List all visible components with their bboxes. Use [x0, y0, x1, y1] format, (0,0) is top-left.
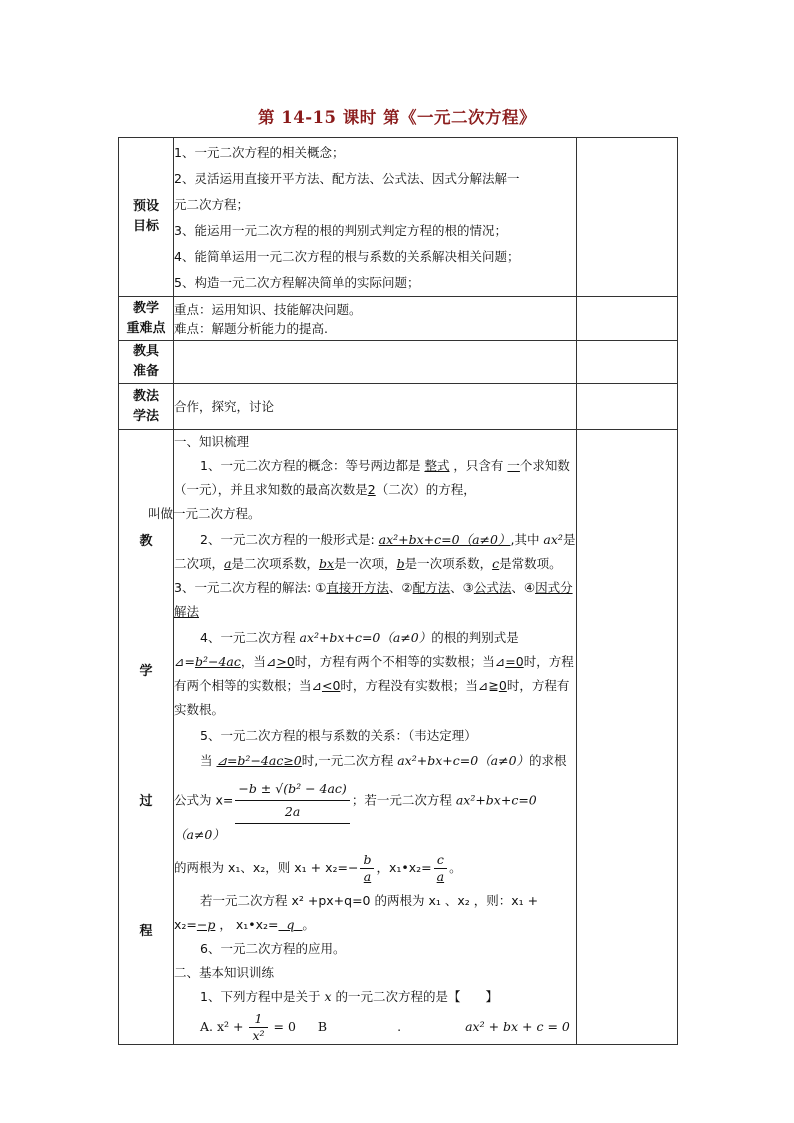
goals-label [119, 138, 174, 297]
fraction-numerator: b [360, 852, 374, 869]
section-heading: 一、知识梳理 [174, 434, 250, 449]
goal-item: 5、构造一元二次方程解决简单的实际问题； [174, 275, 420, 290]
text-run: 当 [200, 753, 217, 768]
text-run: （二次）的方程， [375, 482, 476, 497]
section-heading: 二、基本知识训练 [174, 965, 275, 980]
methods-content [174, 384, 577, 430]
process-label-char: 学 [139, 664, 153, 679]
methods-text: 合作，探究，讨论 [174, 399, 275, 414]
process-row [119, 430, 678, 1045]
text-run: 时， [523, 654, 549, 669]
product-fraction [434, 852, 447, 885]
text-run: 的求根 [529, 753, 567, 768]
text-run: 、③ [450, 580, 474, 595]
tools-label-line1: 教具 [132, 344, 159, 359]
lesson-plan-table [118, 137, 678, 1045]
text-run: 、④ [511, 580, 536, 595]
vieta-formula-line [174, 852, 576, 885]
text-run: 叫做一元二次方程。 [148, 506, 261, 521]
goals-label-line2: 目标 [132, 219, 159, 234]
blank-answer: 一 [507, 458, 520, 473]
blank-answer: =0 [505, 654, 524, 669]
key-points-label-line2: 重难点 [126, 320, 166, 336]
fraction-denominator: a [436, 869, 445, 884]
page-title: 第 14-15 课时 第《一元二次方程》 [257, 108, 536, 127]
goals-label-line1: 预设 [132, 199, 159, 214]
text-run: 4、一元二次方程 [200, 630, 300, 645]
goal-item: 元二次方程； [174, 197, 250, 212]
fraction-numerator: c [434, 852, 447, 869]
text-run: 时，方程有两个不相等的实数根；当⊿ [294, 654, 506, 669]
process-notes [577, 430, 678, 1045]
text-run: 公式为 x= [174, 792, 234, 808]
text-run: 个求知数（一元），并且求知数的最高次数是 [174, 458, 570, 497]
option-a-text: = 0 [269, 1019, 296, 1034]
text-run: 的两根为 x₁、x₂，则 x₁ + x₂=− [174, 860, 359, 875]
goal-item: 1、一元二次方程的相关概念； [174, 145, 345, 160]
blank-answer: >0 [276, 654, 295, 669]
goals-content [174, 138, 577, 297]
blank-answer: 2 [367, 482, 376, 497]
methods-label-line2: 学法 [132, 408, 159, 424]
option-b-label: B [317, 1019, 328, 1034]
key-points-label [119, 297, 174, 341]
process-label [119, 430, 174, 1045]
blank-answer: 整式 [424, 458, 450, 473]
option-b-text: ax² + bx + c = 0 [465, 1019, 570, 1034]
text-run: 、② [388, 580, 413, 595]
question-1 [174, 985, 576, 1009]
methods-notes [577, 384, 678, 430]
key-points-content [174, 297, 577, 341]
process-label-char: 过 [139, 794, 153, 809]
general-form-paragraph [174, 528, 576, 624]
blank-answer: 公式法 [473, 580, 512, 595]
fraction-denominator: x² [252, 1028, 265, 1043]
blank-answer: −p [196, 917, 216, 932]
fraction-denominator: 2a [235, 801, 349, 824]
text-run: 时，方程没有实数根；当⊿≧ [340, 678, 499, 693]
methods-label [119, 384, 174, 430]
key-point: 重点：运用知识、技能解决问题。 [174, 302, 362, 317]
option-b-dot: . [397, 1019, 402, 1034]
blank-answer: 0 [498, 678, 507, 693]
root-formula-line [174, 778, 576, 846]
key-points-notes [577, 297, 678, 341]
methods-label-line1: 教法 [132, 388, 159, 404]
text-run: 时，方程有实数根。 [174, 678, 570, 717]
process-label-char: 教 [139, 534, 153, 549]
text-run: 是二次项系数， [231, 556, 319, 571]
tools-row [119, 341, 678, 384]
tools-label [119, 341, 174, 384]
fraction-numerator: 1 [249, 1011, 267, 1028]
text-run: 是常数项。3、一元二次方程的解法: ① [174, 556, 562, 595]
text-run: 的一元二次方程的是【 】 [331, 989, 498, 1004]
text-run: 1、下列方程中是关于 [200, 989, 325, 1004]
text-run: 方程有两个相等的实数根；当⊿ [174, 654, 574, 693]
blank-answer: 配方法 [412, 580, 451, 595]
goals-notes [577, 138, 678, 297]
formula: ax² [543, 532, 563, 547]
goals-row [119, 138, 678, 297]
option-a-fraction [249, 1011, 267, 1044]
formula: ax²+bx+c=0（a≠0） [299, 630, 432, 645]
quadratic-formula [235, 778, 349, 824]
application-item: 6、一元二次方程的应用。 [200, 941, 346, 956]
blank-answer: b [396, 556, 405, 571]
tools-notes [577, 341, 678, 384]
option-a-text: A. x² + [200, 1019, 248, 1034]
formula: ax²+bx+c=0（a≠0） [378, 532, 511, 547]
text-run: 时,一元二次方程 [301, 753, 398, 768]
process-content [148, 430, 577, 1045]
text-run: 若一元二次方程 x² +px+q=0 的两根为 x₁ 、x₂ ，则：x₁ + x₂= [174, 893, 539, 932]
fraction-numerator: −b ± √(b² − 4ac) [235, 778, 349, 801]
text-run: 是一次项系数， [404, 556, 493, 571]
text-run: 的根的判别式是⊿= [174, 630, 519, 669]
key-points-label-line1: 教学 [132, 300, 159, 316]
text-run: ，当⊿ [240, 654, 277, 669]
process-label-char: 程 [139, 924, 153, 939]
text-run: ,其中 [510, 532, 544, 547]
text-run: 是一次项， [334, 556, 397, 571]
blank-answer: <0 [321, 678, 341, 693]
formula: ax²+bx+c=0（a≠0） [174, 792, 537, 842]
goal-item: 2、灵活运用直接开平方法、配方法、公式法、因式分解法解一 [174, 171, 520, 186]
goal-item: 3、能运用一元二次方程的根的判别式判定方程的根的情况； [174, 223, 507, 238]
text-run: 。 [449, 860, 462, 875]
text-run: 2、一元二次方程的一般形式是: [200, 532, 379, 547]
blank-answer: ⊿=b²−4ac≥0 [216, 753, 302, 768]
difficult-point: 难点：解题分析能力的提高. [174, 321, 328, 336]
tools-content [174, 341, 577, 384]
concept-paragraph [148, 454, 576, 526]
blank-answer: bx [318, 556, 335, 571]
monic-vieta-paragraph [174, 889, 576, 937]
blank-answer: 直接开方法 [326, 580, 389, 595]
fraction-denominator: a [363, 869, 372, 884]
blank-answer: a [224, 556, 232, 571]
discriminant-paragraph [174, 626, 576, 722]
text-run: ；若一元二次方程 [351, 792, 456, 808]
text-run: ，只含有 [449, 458, 508, 473]
text-run: ， x₁•x₂= [215, 917, 279, 932]
formula: ax²+bx+c=0（a≠0） [397, 753, 530, 768]
methods-row [119, 384, 678, 430]
blank-answer: 因式分解法 [174, 580, 573, 619]
vieta-title: 5、一元二次方程的根与系数的关系：（韦达定理） [200, 728, 477, 743]
text-run: 。 [302, 917, 315, 932]
blank-answer: q [278, 917, 303, 932]
blank-answer: b²−4ac [194, 654, 241, 669]
root-formula-paragraph [174, 748, 576, 774]
sum-fraction [360, 852, 374, 885]
tools-label-line2: 准备 [132, 364, 159, 379]
text-run: 1、一元二次方程的概念：等号两边都是 [200, 458, 425, 473]
text-run: 是二次项， [174, 532, 576, 571]
variable: x [324, 989, 332, 1004]
question-1-options [174, 1011, 576, 1044]
blank-answer: c [492, 556, 500, 571]
goal-item: 4、能简单运用一元二次方程的根与系数的关系解决相关问题； [174, 249, 520, 264]
text-run: ，x₁•x₂= [376, 860, 432, 875]
key-points-row [119, 297, 678, 341]
